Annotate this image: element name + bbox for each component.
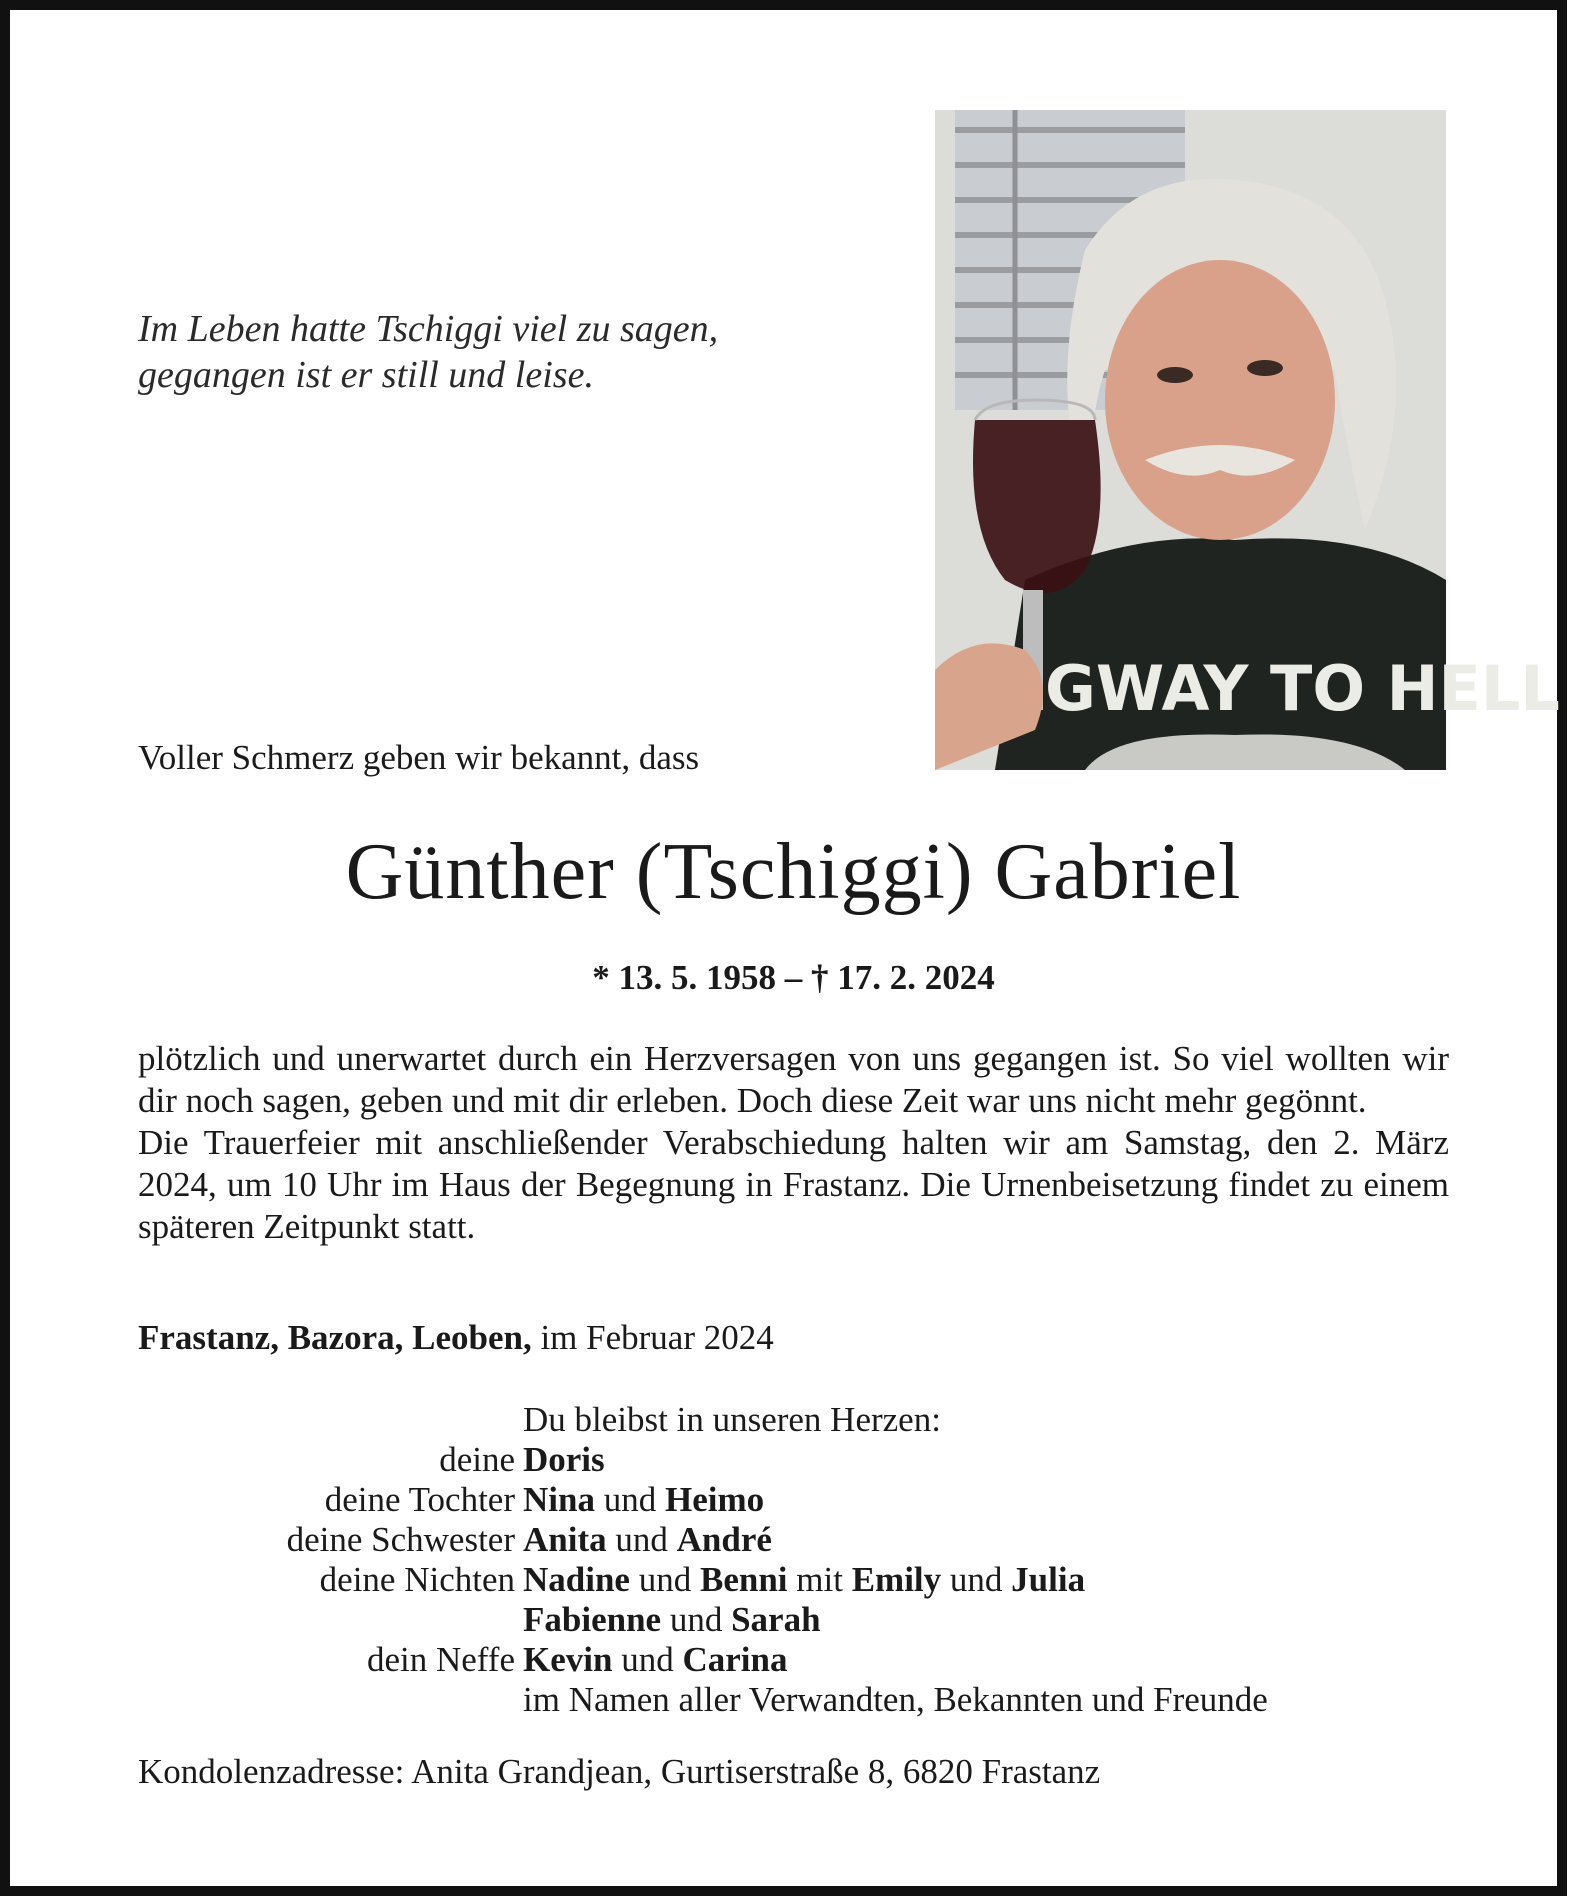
mourner-name: Emily — [851, 1560, 942, 1599]
mourners-closing: im Namen aller Verwandten, Bekannten und Freunde — [523, 1680, 1268, 1719]
conjunction: und — [949, 1560, 1003, 1599]
life-dates: * 13. 5. 1958 – † 17. 2. 2024 — [592, 958, 995, 997]
mourners-heading: Du bleibst in unseren Herzen: — [523, 1400, 941, 1439]
mourner-name: Anita — [523, 1520, 607, 1559]
mourners-closing-row — [10, 1680, 1577, 1720]
mourner-name: Benni — [699, 1560, 788, 1599]
relation-label: deine — [439, 1440, 515, 1479]
mourner-name: André — [676, 1520, 772, 1559]
mourner-name: Julia — [1011, 1560, 1086, 1599]
quote-line-1: Im Leben hatte Tschiggi viel zu sagen, — [138, 308, 719, 350]
memorial-quote — [138, 306, 718, 398]
conjunction: mit — [796, 1560, 843, 1599]
mourner-row — [10, 1480, 1577, 1520]
mourner-name: Doris — [523, 1440, 605, 1479]
portrait-illustration — [935, 110, 1560, 770]
mourner-name: Sarah — [731, 1600, 821, 1639]
condolence-address: Kondolenzadresse: Anita Grandjean, Gurtiserstraße 8, 6820 Frastanz — [138, 1752, 1101, 1791]
place-locations: Frastanz, Bazora, Leoben, — [138, 1318, 532, 1357]
place-date-line — [138, 1318, 774, 1358]
conjunction: und — [603, 1480, 657, 1519]
body-paragraph-2: Die Trauerfeier mit anschließender Verabschiedung halten wir am Samstag, den 2. März 2024, um 10 Uhr im Haus der Begegnung in Frastanz. Die Urnenbeisetzung findet zu einem späteren Zeitpunkt statt. — [138, 1123, 1449, 1246]
mourner-name: Carina — [682, 1640, 788, 1679]
relation-label: deine Tochter — [324, 1480, 515, 1519]
portrait-photo — [935, 110, 1560, 770]
place-date: im Februar 2024 — [540, 1318, 774, 1357]
mourner-row — [10, 1520, 1577, 1560]
relation-label: deine Nichten — [319, 1560, 515, 1599]
conjunction: und — [621, 1640, 674, 1679]
mourner-row — [10, 1440, 1577, 1480]
relation-label: deine Schwester — [286, 1520, 515, 1559]
mourner-name: Nadine — [523, 1560, 630, 1599]
conjunction: und — [615, 1520, 668, 1559]
relation-label: dein Neffe — [366, 1640, 515, 1679]
intro-line: Voller Schmerz geben wir bekannt, dass — [138, 738, 700, 777]
mourner-row — [10, 1600, 1577, 1640]
announcement-body — [138, 1038, 1449, 1248]
deceased-name: Günther (Tschiggi) Gabriel — [345, 828, 1242, 916]
mourners-heading-row — [10, 1400, 1577, 1440]
mourner-row — [10, 1560, 1577, 1600]
mourner-name: Nina — [523, 1480, 595, 1519]
conjunction: und — [669, 1600, 723, 1639]
quote-line-2: gegangen ist er still und leise. — [138, 354, 594, 396]
mourner-name: Fabienne — [523, 1600, 662, 1639]
mourners-list — [10, 1400, 1577, 1720]
mourner-name: Kevin — [523, 1640, 613, 1679]
body-paragraph-1: plötzlich und unerwartet durch ein Herzversagen von uns gegangen ist. So viel wollten wir dir noch sagen, geben und mit dir erleben. Doch diese Zeit war uns nicht mehr gegönnt. — [138, 1039, 1449, 1120]
mourner-name: Heimo — [664, 1480, 765, 1519]
shirt-print-text: GWAY TO HELL — [1045, 652, 1560, 725]
conjunction: und — [638, 1560, 692, 1599]
mourner-row — [10, 1640, 1577, 1680]
